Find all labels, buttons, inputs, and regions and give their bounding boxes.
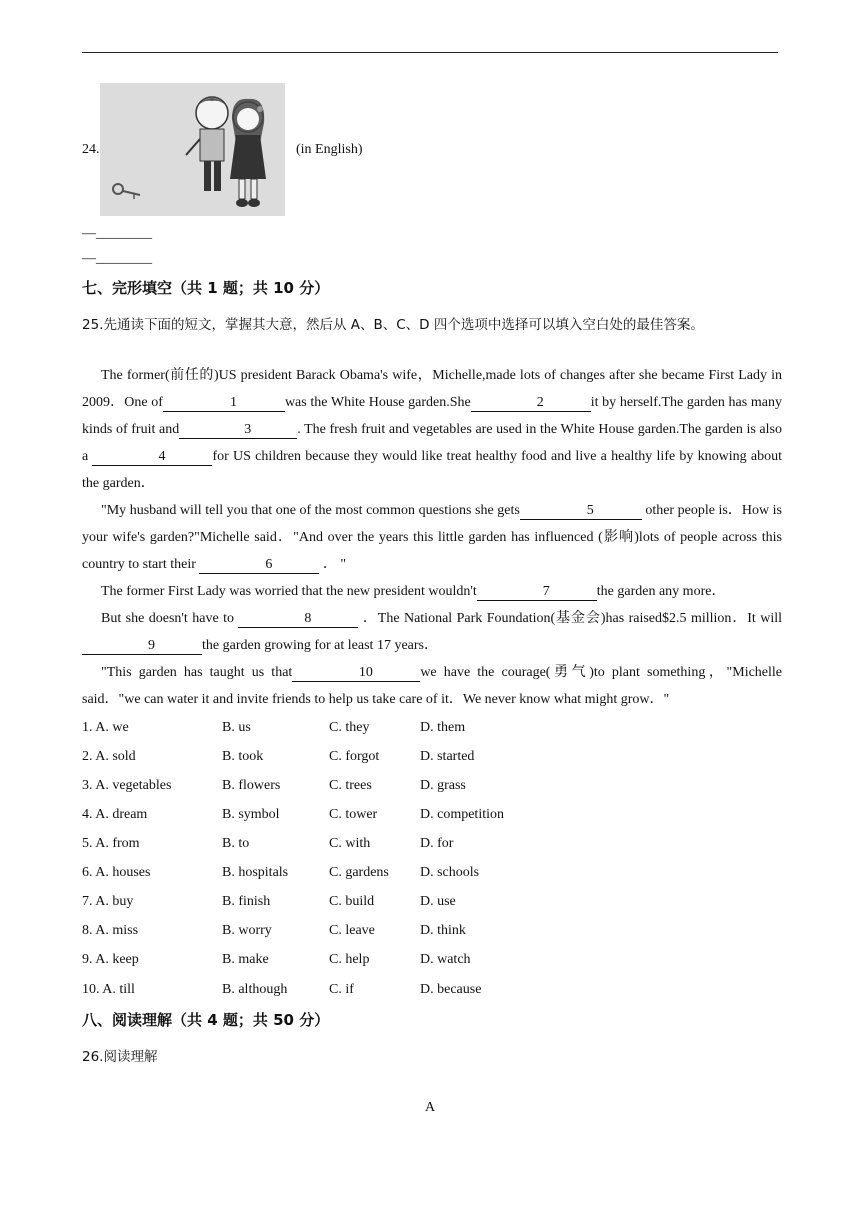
option[interactable]: D. started [420, 749, 475, 764]
option[interactable]: 3. A. vegetables [82, 778, 172, 793]
option[interactable]: B. although [222, 982, 288, 997]
question-26-title: 26.阅读理解 [82, 1049, 158, 1065]
option[interactable]: D. because [420, 982, 482, 997]
option[interactable]: D. for [420, 836, 454, 851]
blank-4[interactable]: 4 [92, 449, 212, 466]
passage-paragraph-2: "My husband will tell you that one of the most common questions she gets 5 other people is．How is your wife's garden?"Michelle said．"And over the years this little garden has influenced (影响)lots of people across this country to start their 6 ． " [82, 503, 782, 572]
answer-line-2[interactable]: —________ [82, 251, 152, 266]
passage-paragraph-1: The former(前任的)US president Barack Obama's wife，Michelle,made lots of changes after she became First Lady in 2009．One of 1 was the White House garden.She 2 it by herself.The garden has many kinds of fruit and 3 . The fresh fruit and vegetables are used in the White House garden.The garden is also a 4 for US children because they would like treat healthy food and live a healthy life by knowing about the garden． [82, 368, 782, 491]
option[interactable]: B. flowers [222, 778, 281, 793]
option[interactable]: C. gardens [329, 865, 389, 880]
section-8-title: 八、阅读理解（共 4 题；共 50 分） [82, 1011, 330, 1029]
option[interactable]: C. forgot [329, 749, 380, 764]
option[interactable]: C. they [329, 720, 370, 735]
option[interactable]: C. help [329, 952, 370, 967]
option[interactable]: 2. A. sold [82, 749, 136, 764]
option[interactable]: B. worry [222, 923, 272, 938]
option[interactable]: D. watch [420, 952, 471, 967]
passage-paragraph-5: "This garden has taught us that 10 we have the courage(勇气)to plant something，"Michelle said．"we can water it and invite friends to help us take care of it．We never know what might grow．" [82, 665, 783, 707]
section-7-title: 七、完形填空（共 1 题；共 10 分） [82, 279, 330, 297]
option[interactable]: B. make [222, 952, 269, 967]
question-24-number: 24. [82, 142, 100, 157]
option[interactable]: C. tower [329, 807, 378, 822]
option[interactable]: 7. A. buy [82, 894, 134, 909]
option[interactable]: C. with [329, 836, 371, 851]
option[interactable]: D. grass [420, 778, 466, 793]
blank-1[interactable]: 1 [163, 395, 285, 412]
blank-5[interactable]: 5 [520, 503, 642, 520]
option[interactable]: D. schools [420, 865, 480, 880]
option[interactable]: C. build [329, 894, 375, 909]
option[interactable]: B. hospitals [222, 865, 289, 880]
option[interactable]: 9. A. keep [82, 952, 139, 967]
option[interactable]: 4. A. dream [82, 807, 148, 822]
answer-line-1[interactable]: —________ [82, 226, 152, 241]
option[interactable]: D. competition [420, 807, 504, 822]
option[interactable]: 5. A. from [82, 836, 140, 851]
question-24-hint: (in English) [296, 142, 363, 157]
option[interactable]: 6. A. houses [82, 865, 151, 880]
passage-label: A [425, 1100, 436, 1115]
option[interactable]: C. trees [329, 778, 372, 793]
option[interactable]: C. if [329, 982, 354, 997]
blank-9[interactable]: 9 [82, 638, 202, 655]
children-key-illustration [100, 83, 285, 216]
option[interactable]: 8. A. miss [82, 923, 139, 938]
option[interactable]: B. symbol [222, 807, 280, 822]
blank-7[interactable]: 7 [477, 584, 597, 601]
option[interactable]: D. use [420, 894, 456, 909]
option[interactable]: B. us [222, 720, 251, 735]
option[interactable]: B. finish [222, 894, 271, 909]
blank-6[interactable]: 6 [199, 557, 319, 574]
option[interactable]: C. leave [329, 923, 375, 938]
question-25-instruction: 25.先通读下面的短文，掌握其大意，然后从 A、B、C、D 四个选项中选择可以填入空白处的最佳答案。 [82, 317, 704, 333]
option[interactable]: B. took [222, 749, 264, 764]
passage-paragraph-3: The former First Lady was worried that the new president wouldn't 7 the garden any more． [101, 584, 726, 599]
blank-8[interactable]: 8 [238, 611, 358, 628]
option[interactable]: 1. A. we [82, 720, 129, 735]
cloze-passage [82, 362, 782, 713]
header-rule [82, 52, 778, 53]
blank-10[interactable]: 10 [292, 665, 420, 682]
passage-paragraph-4: But she doesn't have to 8 ．The National Park Foundation(基金会)has raised$2.5 million．It will 9 the garden growing for at least 17 years． [82, 605, 782, 659]
blank-3[interactable]: 3 [179, 422, 297, 439]
option[interactable]: 10. A. till [82, 982, 135, 997]
option[interactable]: B. to [222, 836, 250, 851]
option[interactable]: D. them [420, 720, 466, 735]
blank-2[interactable]: 2 [471, 395, 591, 412]
option[interactable]: D. think [420, 923, 466, 938]
